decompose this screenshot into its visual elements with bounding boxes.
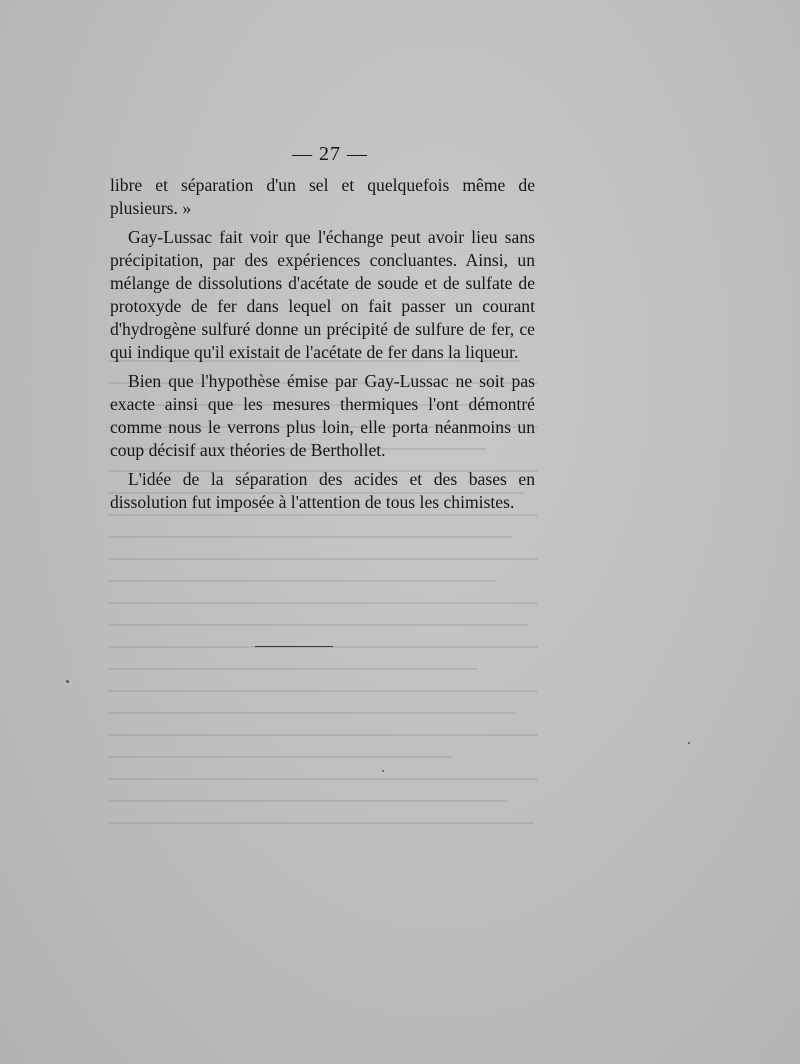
- paper-speck: [382, 770, 384, 772]
- paper-speck: [688, 742, 690, 744]
- paragraph: Gay-Lussac fait voir que l'échange peut avoir lieu sans précipitation, par des expériences concluantes. Ainsi, un mélange de dissolutions d'acétate de soude et de sulfate de protoxyde de fer dans lequel on fait passer un courant d'hydrogène sulfuré donne un précipité de sulfure de fer, ce qui indique qu'il existait de l'acétate de fer dans la liqueur.: [110, 227, 535, 362]
- paragraph: L'idée de la séparation des acides et des bases en dissolution fut imposée à l'attention de tous les chimistes.: [110, 469, 535, 512]
- body-text: [110, 174, 535, 520]
- section-divider-rule: [255, 646, 333, 647]
- page-number: — 27 —: [292, 143, 368, 165]
- paragraph: Bien que l'hypothèse émise par Gay-Lussac ne soit pas exacte ainsi que les mesures thermiques l'ont démontré comme nous le verrons plus loin, elle porta néanmoins un coup décisif aux théories de Berthollet.: [110, 371, 535, 460]
- paragraph: libre et séparation d'un sel et quelquefois même de plusieurs. »: [110, 175, 535, 218]
- paper-speck: [66, 680, 69, 683]
